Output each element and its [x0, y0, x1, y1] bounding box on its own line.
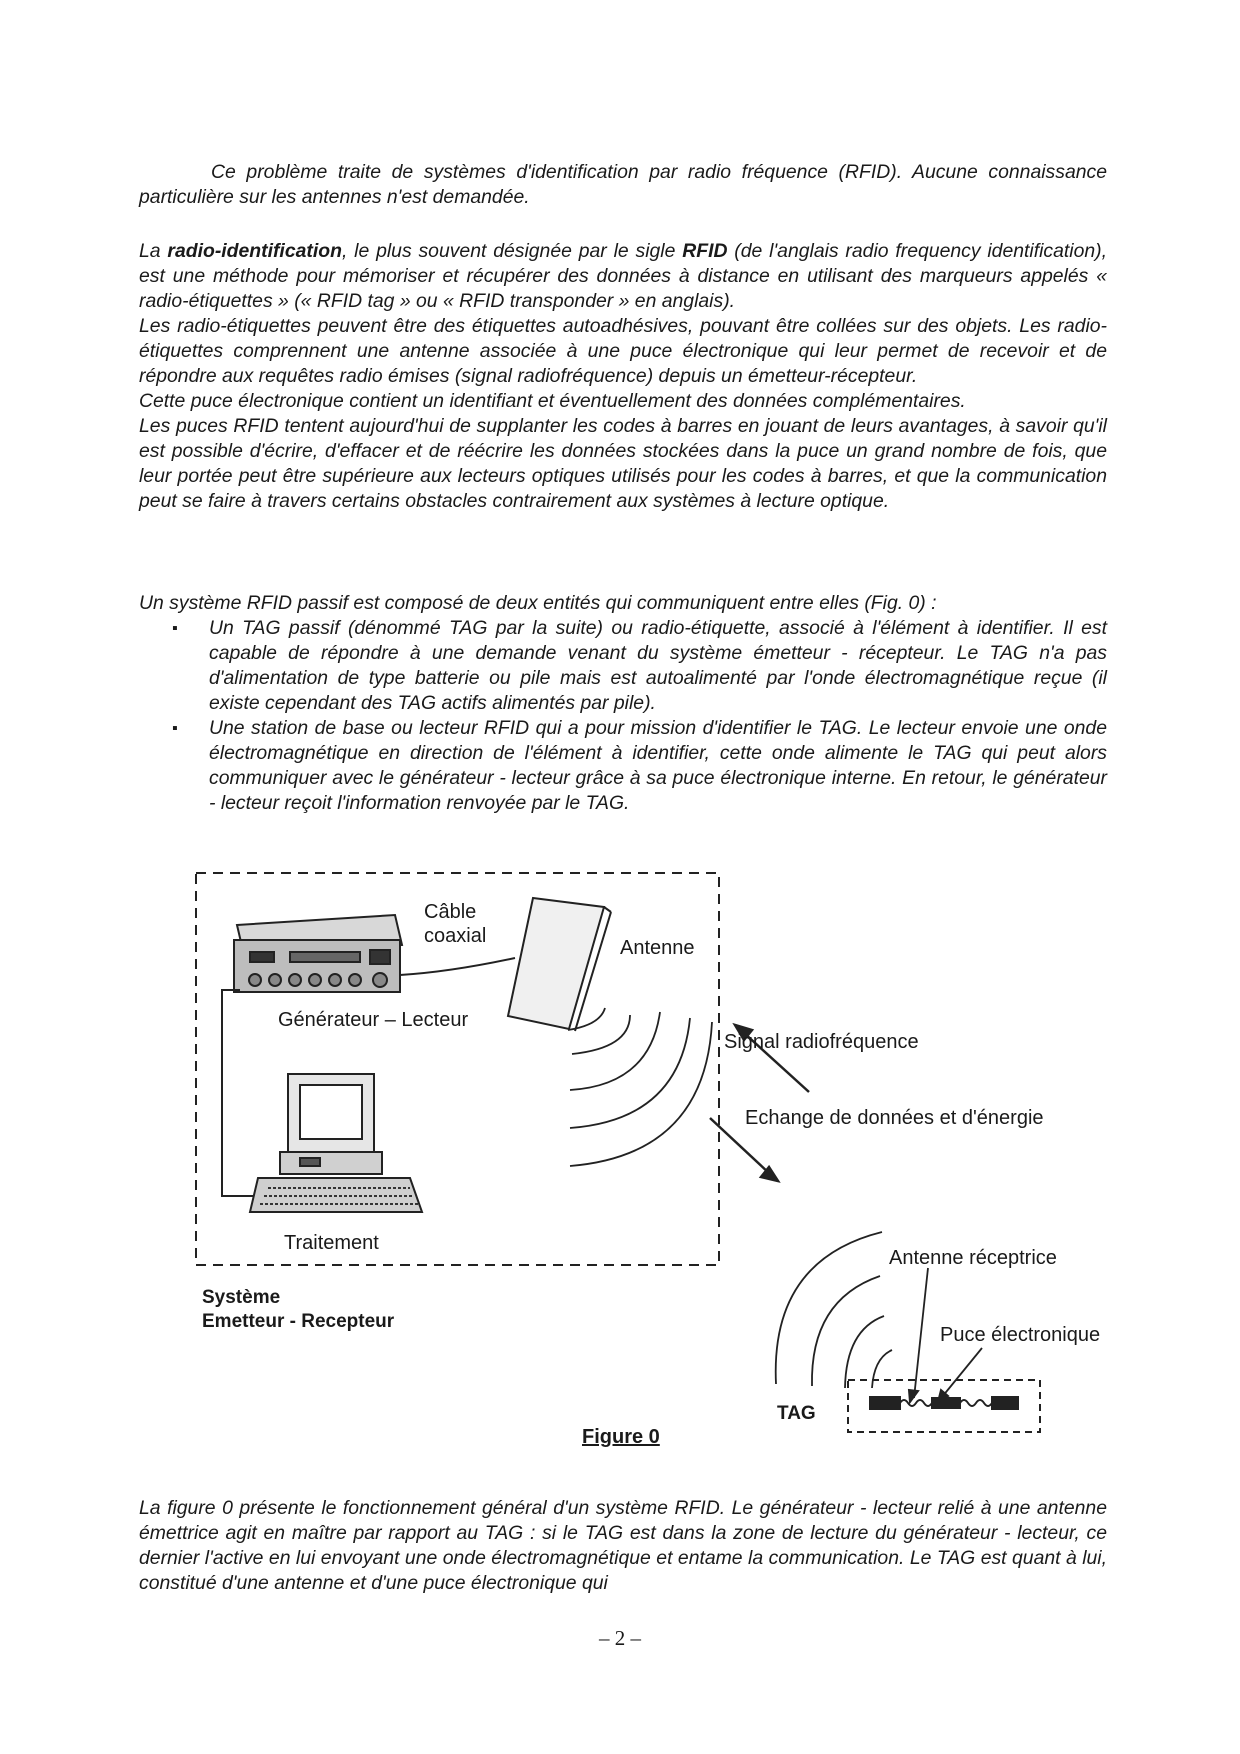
label-cable-coaxial: [424, 900, 486, 948]
bullet-item-tag: ▪ Un TAG passif (dénommé TAG par la suite) ou radio-étiquette, associé à l'élément à identifier. Il est capable de répondre à une demande venant du système émetteur - récepteur. Le TAG n'a pas d'alimentation de type batterie ou pile mais est autoalimenté par l'onde électromagnétique reçue (il existe cependant des TAG actifs alimentés par pile).: [139, 616, 1107, 716]
label-signal-radiofrequence: Signal radiofréquence: [724, 1031, 919, 1053]
label-systeme-line1: Système: [202, 1287, 281, 1308]
figure-title: Figure 0: [582, 1426, 660, 1448]
label-traitement: Traitement: [284, 1232, 379, 1254]
label-systeme-line2: Emetteur - Recepteur: [202, 1311, 395, 1332]
closing-text: La figure 0 présente le fonctionnement général d'un système RFID. Le générateur - lecteur relié à une antenne émettrice agit en maître par rapport au TAG : si le TAG est dans la zone de lecture du générateur - lecteur, ce dernier l'active en lui envoyant une onde électromagnétique et entame la communication. Le TAG est quant à lui, constitué d'une antenne et d'une puce électronique qui: [139, 1497, 1107, 1594]
term-radio-identification: radio-identification: [167, 240, 342, 262]
system-intro: Un système RFID passif est composé de deux entités qui communiquent entre elles (Fig. 0) :: [139, 592, 937, 614]
def-text-e: (de l'anglais radio frequency identification), est une méthode pour mémoriser et récupérer des données à distance en utilisant des marqueurs appelés « radio-étiquettes » (« RFID tag » ou « RFID transponder » en anglais).: [139, 240, 1107, 312]
label-cable-line1: Câble: [424, 901, 477, 923]
bullet-item-lecteur: ▪ Une station de base ou lecteur RFID qui a pour mission d'identifier le TAG. Le lecteur envoie une onde électromagnétique en direction de l'élément à identifier, cette onde alimente le TAG qui peut alors communiquer avec le générateur - lecteur grâce à sa puce électronique interne. En retour, le générateur - lecteur reçoit l'information renvoyée par le TAG.: [139, 716, 1107, 816]
intro-text: Ce problème traite de systèmes d'identification par radio fréquence (RFID). Aucune connaissance particulière sur les antennes n'est demandée.: [139, 161, 1107, 208]
definition-p4: Les puces RFID tentent aujourd'hui de supplanter les codes à barres en jouant de leurs avantages, à savoir qu'il est possible d'écrire, d'effacer et de réécrire les données stockées dans la puce un grand nombre de fois, que leur portée peut être supérieure aux lecteurs optiques utilisés pour les codes à barres, et que la communication peut se faire à travers certains obstacles contrairement aux systèmes à lecture optique.: [139, 415, 1107, 512]
coaxial-cable: [400, 958, 515, 975]
def-text-a: La: [139, 240, 168, 262]
generator-reader-device: [234, 915, 402, 992]
device-computer-cable: [222, 990, 258, 1196]
label-generateur-lecteur: Générateur – Lecteur: [278, 1009, 469, 1031]
radio-signal-waves: [568, 1008, 712, 1166]
puce-pointer: [942, 1348, 982, 1397]
definition-p2: Les radio-étiquettes peuvent être des étiquettes autoadhésives, pouvant être collées sur des objets. Les radio-étiquettes comprennent une antenne associée à une puce électronique qui leur permet de recevoir et de répondre aux requêtes radio émises (signal radiofréquence) depuis un émetteur-récepteur.: [139, 315, 1107, 387]
definition-p3: Cette puce électronique contient un identifiant et éventuellement des données complémentaires.: [139, 390, 966, 412]
label-echange: Echange de données et d'énergie: [745, 1107, 1044, 1129]
label-puce-electronique: Puce électronique: [940, 1324, 1101, 1346]
label-systeme-emetteur-recepteur: [202, 1286, 394, 1334]
label-antenne-receptrice: Antenne réceptrice: [889, 1247, 1057, 1269]
label-tag: TAG: [777, 1403, 816, 1424]
label-cable-line2: coaxial: [424, 925, 487, 947]
antenna-panel: [508, 898, 604, 1029]
antenna-receptrice-pointer: [914, 1268, 928, 1398]
term-rfid: RFID: [682, 240, 728, 262]
def-text-c: , le plus souvent désignée par le sigle: [341, 240, 683, 262]
closing-paragraph: [139, 1496, 1107, 1596]
computer-workstation: [250, 1074, 422, 1212]
page-number: – 2 –: [599, 1626, 641, 1650]
tag-reception-waves: [776, 1232, 892, 1388]
label-antenne: Antenne: [620, 937, 695, 959]
